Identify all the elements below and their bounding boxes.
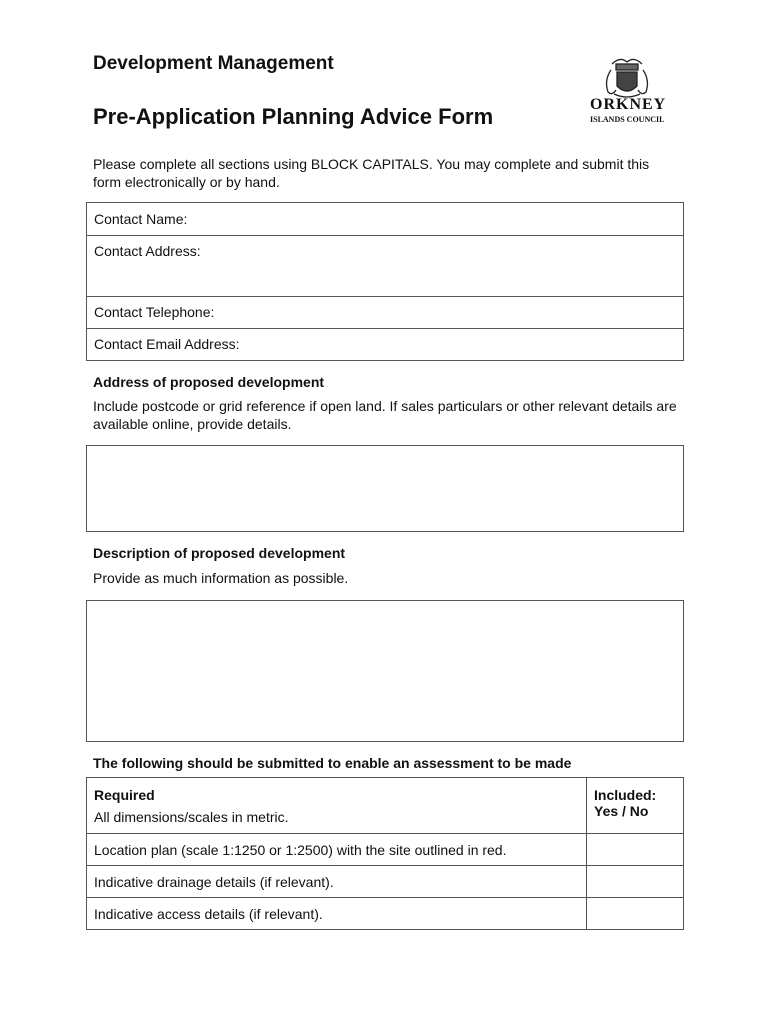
included-input-cell[interactable] xyxy=(587,866,684,898)
contact-telephone-label: Contact Telephone: xyxy=(94,304,215,320)
contact-address-label: Contact Address: xyxy=(94,243,201,259)
contact-details-box xyxy=(86,202,684,361)
page-title: Pre-Application Planning Advice Form xyxy=(93,104,494,129)
required-header: Required xyxy=(94,787,155,803)
included-header-line1: Included: xyxy=(594,787,657,803)
included-header-cell xyxy=(587,778,684,834)
requirement-cell: Indicative access details (if relevant). xyxy=(87,898,587,930)
address-section-instructions: Include postcode or grid reference if open land. If sales particulars or other relevant details are available online, provide details. xyxy=(93,398,677,432)
contact-name-label: Contact Name: xyxy=(94,211,188,227)
included-header-line2: Yes / No xyxy=(594,803,649,819)
logo-name: ORKNEY xyxy=(590,96,667,113)
intro-text: Please complete all sections using BLOCK CAPITALS. You may complete and submit this form electronically or by hand. xyxy=(93,156,650,190)
address-section-heading: Address of proposed development xyxy=(93,374,325,390)
requirements-table xyxy=(86,777,684,930)
table-row xyxy=(87,898,684,930)
description-section-heading: Description of proposed development xyxy=(93,545,346,561)
council-logo xyxy=(586,52,668,130)
requirement-cell: Indicative drainage details (if relevant). xyxy=(87,866,587,898)
table-row xyxy=(87,834,684,866)
address-input-box[interactable] xyxy=(86,445,684,532)
table-row xyxy=(87,866,684,898)
logo-subname: ISLANDS COUNCIL xyxy=(590,115,665,124)
included-input-cell[interactable] xyxy=(587,898,684,930)
included-input-cell[interactable] xyxy=(587,834,684,866)
description-input-box[interactable] xyxy=(86,600,684,742)
required-note: All dimensions/scales in metric. xyxy=(94,809,289,825)
requirement-cell: Location plan (scale 1:1250 or 1:2500) with the site outlined in red. xyxy=(87,834,587,866)
required-header-cell xyxy=(87,778,587,834)
requirements-header-row xyxy=(87,778,684,834)
requirements-heading: The following should be submitted to enable an assessment to be made xyxy=(93,755,572,771)
contact-address-field[interactable] xyxy=(87,236,683,297)
contact-email-field[interactable] xyxy=(87,329,683,360)
contact-email-label: Contact Email Address: xyxy=(94,336,240,352)
contact-telephone-field[interactable] xyxy=(87,297,683,329)
description-section-instructions: Provide as much information as possible. xyxy=(93,570,349,586)
department-heading: Development Management xyxy=(93,53,334,74)
contact-name-field[interactable] xyxy=(87,203,683,236)
